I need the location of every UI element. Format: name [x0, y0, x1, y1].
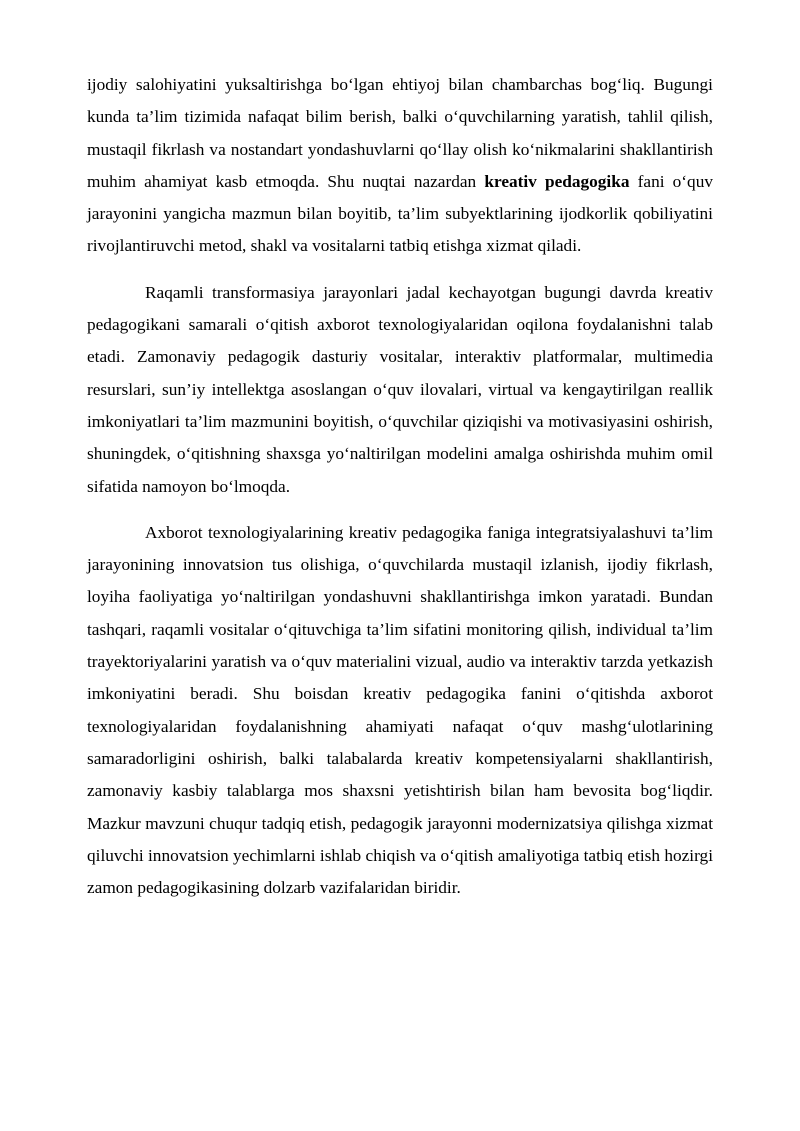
paragraph-3: Axborot texnologiyalarining kreativ pedagogika faniga integratsiyalashuvi ta’lim jarayonining innovatsion tus olishiga, o‘quvchilarda mustaqil izlanish, ijodiy fikrlash, loyiha faoliyatiga yo‘naltirilgan yondashuvni shakllantirishga imkon yaratadi. Bundan tashqari, raqamli vositalar o‘qituvchiga ta’lim sifatini monitoring qilish, individual ta’lim trayektoriyalarini yaratish va o‘quv materialini vizual, audio va interaktiv tarzda yetkazish imkoniyatini beradi. Shu boisdan kreativ pedagogika fanini o‘qitishda axborot texnologiyalaridan foydalanishning ahamiyati nafaqat o‘quv mashg‘ulotlarining samaradorligini oshirish, balki talabalarda kreativ kompetensiyalarni shakllantirish, zamonaviy kasbiy talablarga mos shaxsni yetishtirish bilan ham bevosita bog‘liqdir. Mazkur mavzuni chuqur tadqiq etish, pedagogik jarayonni modernizatsiya qilishga xizmat qiluvchi innovatsion yechimlarni ishlab chiqish va o‘qitish amaliyotiga tatbiq etish hozirgi zamon pedagogikasining dolzarb vazifalaridan biridir. — [87, 522, 713, 898]
document-page — [87, 69, 713, 918]
paragraph-2: Raqamli transformasiya jarayonlari jadal kechayotgan bugungi davrda kreativ pedagogikani samarali o‘qitish axborot texnologiyalaridan oqilona foydalanishni talab etadi. Zamonaviy pedagogik dasturiy vositalar, interaktiv platformalar, multimedia resurslari, sun’iy intellektga asoslangan o‘quv ilovalari, virtual va kengaytirilgan reallik imkoniyatlari ta’lim mazmunini boyitish, o‘quvchilar qiziqishi va motivasiyasini oshirish, shuningdek, o‘qitishning shaxsga yo‘naltirilgan modelini amalga oshirishda muhim omil sifatida namoyon bo‘lmoqda. — [87, 282, 713, 496]
paragraph-1-text-end: fani o‘quv jarayonini yangicha mazmun bilan boyitib, ta’lim subyektlarining ijodkorlik qobiliyatini rivojlantiruvchi metod, shakl va vositalarni tatbiq etishga xizmat qiladi. — [87, 171, 713, 256]
paragraph-1-text-start: ijodiy salohiyatini yuksaltirishga bo‘lgan ehtiyoj bilan chambarchas bog‘liq. Bugungi kunda ta’lim tizimida nafaqat bilim berish, balki o‘quvchilarning yaratish, tahlil qilish, mustaqil fikrlash va nostandart yondashuvlarni qo‘llay olish ko‘nikmalarini shakllantirish muhim ahamiyat kasb etmoqda. Shu nuqtai nazardan — [87, 75, 713, 191]
paragraph-1-bold-term: kreativ pedagogika — [484, 171, 630, 191]
paragraph-1 — [87, 69, 713, 263]
